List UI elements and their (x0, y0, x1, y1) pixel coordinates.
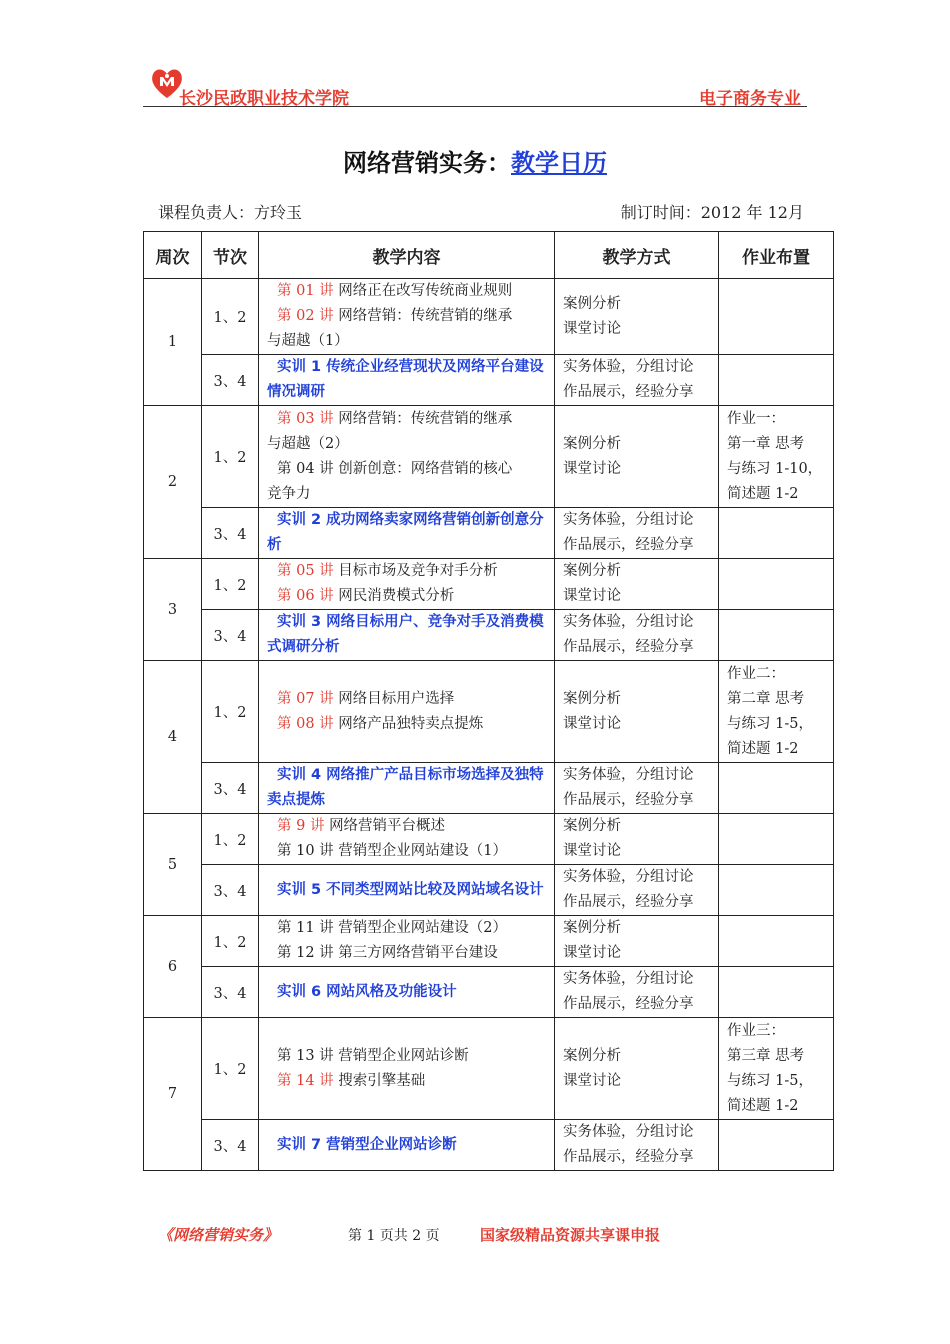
lecture-number: 第 03 讲 (277, 410, 334, 427)
lecture-line (267, 407, 546, 432)
lecture-number: 第 13 讲 (277, 1047, 334, 1064)
method-cell (555, 610, 719, 661)
method-line: 作品展示，经验分享 (563, 537, 694, 553)
method-cell (555, 661, 719, 763)
content-cell (259, 814, 555, 865)
content-cell (259, 967, 555, 1018)
table-header-row (144, 232, 834, 279)
page-header (143, 62, 807, 108)
lecture-number: 第 01 讲 (277, 283, 334, 299)
homework-cell (719, 508, 834, 559)
table-row (144, 508, 834, 559)
lecture-topic: 第三方网络营销平台建设 (338, 945, 498, 961)
column-header: 节次 (202, 232, 259, 279)
method-cell (555, 865, 719, 916)
section-cell: 1、2 (202, 661, 259, 763)
section-cell: 3、4 (202, 865, 259, 916)
method-cell (555, 814, 719, 865)
method-cell (555, 763, 719, 814)
section-cell: 1、2 (202, 406, 259, 508)
method-cell (555, 355, 719, 406)
column-header: 作业布置 (719, 232, 834, 279)
method-line: 实务体验，分组讨论 (563, 614, 694, 630)
lecture-topic: 目标市场及竞争对手分析 (338, 563, 498, 579)
method-line: 案例分析 (563, 920, 621, 936)
lab-title: 实训 3 网络目标用户、竞争对手及消费模式调研分析 (267, 614, 544, 655)
homework-cell (719, 763, 834, 814)
section-cell: 1、2 (202, 279, 259, 355)
section-cell: 1、2 (202, 559, 259, 610)
section-cell: 1、2 (202, 814, 259, 865)
lecture-number: 第 05 讲 (277, 563, 334, 579)
method-line: 实务体验，分组讨论 (563, 767, 694, 783)
teaching-calendar-table (143, 231, 834, 1171)
homework-cell (719, 814, 834, 865)
homework-line: 作业一： (727, 410, 785, 427)
lecture-topic: 网络正在改写传统商业规则 (338, 283, 513, 299)
column-header: 教学内容 (259, 232, 555, 279)
lecture-number: 第 04 讲 (277, 460, 334, 477)
method-line: 案例分析 (563, 818, 621, 834)
lecture-line (267, 559, 546, 584)
homework-cell (719, 355, 834, 406)
method-line: 作品展示，经验分享 (563, 1149, 694, 1165)
lecture-line (267, 1044, 546, 1069)
lecture-line (267, 329, 546, 354)
lecture-topic: 营销型企业网站诊断 (338, 1047, 469, 1064)
content-cell (259, 279, 555, 355)
week-cell: 7 (144, 1018, 202, 1171)
method-line: 案例分析 (563, 295, 621, 312)
homework-cell (719, 279, 834, 355)
homework-line: 作业二： (727, 665, 785, 682)
method-line: 案例分析 (563, 563, 621, 579)
homework-cell (719, 610, 834, 661)
homework-line: 简述题 1-2 (727, 740, 799, 757)
method-line: 课堂讨论 (563, 588, 621, 604)
method-line: 实务体验，分组讨论 (563, 512, 694, 528)
lecture-line (267, 687, 546, 712)
lecture-topic: 网络目标用户选择 (338, 690, 455, 707)
method-line: 课堂讨论 (563, 945, 621, 961)
content-cell (259, 355, 555, 406)
week-cell: 3 (144, 559, 202, 661)
lecture-line (267, 712, 546, 737)
lecture-number: 第 9 讲 (277, 818, 325, 834)
section-cell: 3、4 (202, 763, 259, 814)
method-line: 案例分析 (563, 690, 621, 707)
lecture-number: 第 07 讲 (277, 690, 334, 707)
method-line: 实务体验，分组讨论 (563, 1124, 694, 1140)
lecture-number: 第 08 讲 (277, 715, 334, 732)
lecture-topic: 网络营销：传统营销的继承 (338, 308, 513, 324)
method-line: 实务体验，分组讨论 (563, 869, 694, 885)
method-line: 课堂讨论 (563, 715, 621, 732)
section-cell: 1、2 (202, 1018, 259, 1120)
lecture-topic: 营销型企业网站建设（1） (338, 843, 508, 859)
section-cell: 3、4 (202, 355, 259, 406)
table-row (144, 661, 834, 763)
lecture-number: 第 06 讲 (277, 588, 334, 604)
week-cell: 5 (144, 814, 202, 916)
method-line: 课堂讨论 (563, 320, 621, 337)
method-cell (555, 916, 719, 967)
method-line: 课堂讨论 (563, 843, 621, 859)
section-cell: 3、4 (202, 967, 259, 1018)
method-line: 实务体验，分组讨论 (563, 359, 694, 375)
week-cell: 4 (144, 661, 202, 814)
lecture-line (267, 457, 546, 482)
lecture-line (267, 279, 546, 304)
homework-line: 作业三： (727, 1022, 785, 1039)
lecture-number: 第 02 讲 (277, 308, 334, 324)
lecture-topic: 网络营销：传统营销的继承 (338, 410, 513, 427)
homework-cell (719, 865, 834, 916)
method-cell (555, 508, 719, 559)
method-line: 作品展示，经验分享 (563, 894, 694, 910)
footer-page-number: 第 1 页共 2 页 (348, 1228, 440, 1244)
homework-cell (719, 559, 834, 610)
lecture-line (267, 482, 546, 507)
table-row (144, 610, 834, 661)
method-cell (555, 559, 719, 610)
lecture-line (267, 916, 546, 941)
method-line: 作品展示，经验分享 (563, 384, 694, 400)
lecture-line (267, 584, 546, 609)
section-cell: 3、4 (202, 610, 259, 661)
content-cell (259, 661, 555, 763)
table-row (144, 559, 834, 610)
content-cell (259, 559, 555, 610)
lecture-number: 第 14 讲 (277, 1072, 334, 1089)
lab-title: 实训 4 网络推广产品目标市场选择及独特卖点提炼 (267, 767, 544, 808)
lecture-number: 第 12 讲 (277, 945, 334, 961)
lecture-line (267, 941, 546, 966)
method-line: 作品展示，经验分享 (563, 996, 694, 1012)
content-cell (259, 508, 555, 559)
table-row (144, 763, 834, 814)
method-line: 作品展示，经验分享 (563, 639, 694, 655)
lecture-number: 第 10 讲 (277, 843, 334, 859)
lecture-line (267, 304, 546, 329)
method-cell (555, 1018, 719, 1120)
method-cell (555, 967, 719, 1018)
week-cell: 6 (144, 916, 202, 1018)
content-cell (259, 610, 555, 661)
table-row (144, 1120, 834, 1171)
table-row (144, 865, 834, 916)
method-cell (555, 406, 719, 508)
lecture-topic: 创新创意：网络营销的核心 (338, 460, 513, 477)
school-name: 长沙民政职业技术学院 (179, 89, 349, 109)
homework-cell (719, 916, 834, 967)
homework-cell (719, 1018, 834, 1120)
lecture-line (267, 432, 546, 457)
table-row (144, 279, 834, 355)
table-row (144, 406, 834, 508)
content-cell (259, 406, 555, 508)
table-row (144, 967, 834, 1018)
content-cell (259, 916, 555, 967)
week-cell: 1 (144, 279, 202, 406)
column-header: 周次 (144, 232, 202, 279)
homework-line: 第二章 思考 (727, 690, 805, 707)
homework-line: 第一章 思考 (727, 435, 805, 452)
section-cell: 1、2 (202, 916, 259, 967)
homework-cell (719, 406, 834, 508)
lab-title: 实训 2 成功网络卖家网络营销创新创意分析 (267, 512, 544, 553)
content-cell (259, 865, 555, 916)
table-row (144, 916, 834, 967)
lecture-number: 第 11 讲 (277, 920, 334, 936)
content-cell (259, 1120, 555, 1171)
lecture-topic: 与超越（1） (267, 333, 349, 349)
footer-program: 国家级精品资源共享课申报 (480, 1226, 661, 1244)
homework-line: 简述题 1-2 (727, 1097, 799, 1114)
content-cell (259, 763, 555, 814)
method-line: 课堂讨论 (563, 460, 621, 477)
lecture-line (267, 814, 546, 839)
lecture-topic: 网络产品独特卖点提炼 (338, 715, 484, 732)
homework-cell (719, 1120, 834, 1171)
lecture-topic: 网络营销平台概述 (329, 818, 446, 834)
section-cell: 3、4 (202, 1120, 259, 1171)
table-row (144, 814, 834, 865)
table-row (144, 1018, 834, 1120)
method-cell (555, 279, 719, 355)
lecture-topic: 竞争力 (267, 485, 311, 502)
major-name: 电子商务专业 (699, 89, 801, 109)
method-cell (555, 1120, 719, 1171)
homework-line: 与练习 1-5， (727, 1072, 813, 1089)
homework-line: 与练习 1-10， (727, 460, 823, 477)
lecture-line (267, 839, 546, 864)
lecture-topic: 与超越（2） (267, 435, 349, 452)
title-prefix: 网络营销实务： (343, 149, 511, 177)
lecture-topic: 网民消费模式分析 (338, 588, 455, 604)
method-line: 实务体验，分组讨论 (563, 971, 694, 987)
content-cell (259, 1018, 555, 1120)
title-link[interactable]: 教学日历 (511, 149, 607, 177)
lab-title: 实训 5 不同类型网站比较及网站域名设计 (277, 881, 544, 898)
week-cell: 2 (144, 406, 202, 559)
lab-title: 实训 7 营销型企业网站诊断 (277, 1136, 457, 1153)
lab-title: 实训 1 传统企业经营现状及网络平台建设情况调研 (267, 359, 544, 400)
homework-cell (719, 661, 834, 763)
lecture-topic: 营销型企业网站建设（2） (338, 920, 508, 936)
course-owner: 课程负责人：方玲玉 (158, 203, 303, 222)
method-line: 案例分析 (563, 1047, 621, 1064)
header-rule (143, 106, 807, 107)
homework-line: 简述题 1-2 (727, 485, 799, 502)
method-line: 案例分析 (563, 435, 621, 452)
page-title (0, 143, 950, 178)
homework-cell (719, 967, 834, 1018)
lab-title: 实训 6 网站风格及功能设计 (277, 983, 457, 1000)
homework-line: 第三章 思考 (727, 1047, 805, 1064)
revision-date: 制订时间：2012 年 12月 (620, 203, 804, 222)
footer-course: 《网络营销实务》 (158, 1226, 279, 1244)
lecture-line (267, 1069, 546, 1094)
method-line: 作品展示，经验分享 (563, 792, 694, 808)
column-header: 教学方式 (555, 232, 719, 279)
table-row (144, 355, 834, 406)
lecture-topic: 搜索引擎基础 (338, 1072, 426, 1089)
method-line: 课堂讨论 (563, 1072, 621, 1089)
section-cell: 3、4 (202, 508, 259, 559)
homework-line: 与练习 1-5， (727, 715, 813, 732)
